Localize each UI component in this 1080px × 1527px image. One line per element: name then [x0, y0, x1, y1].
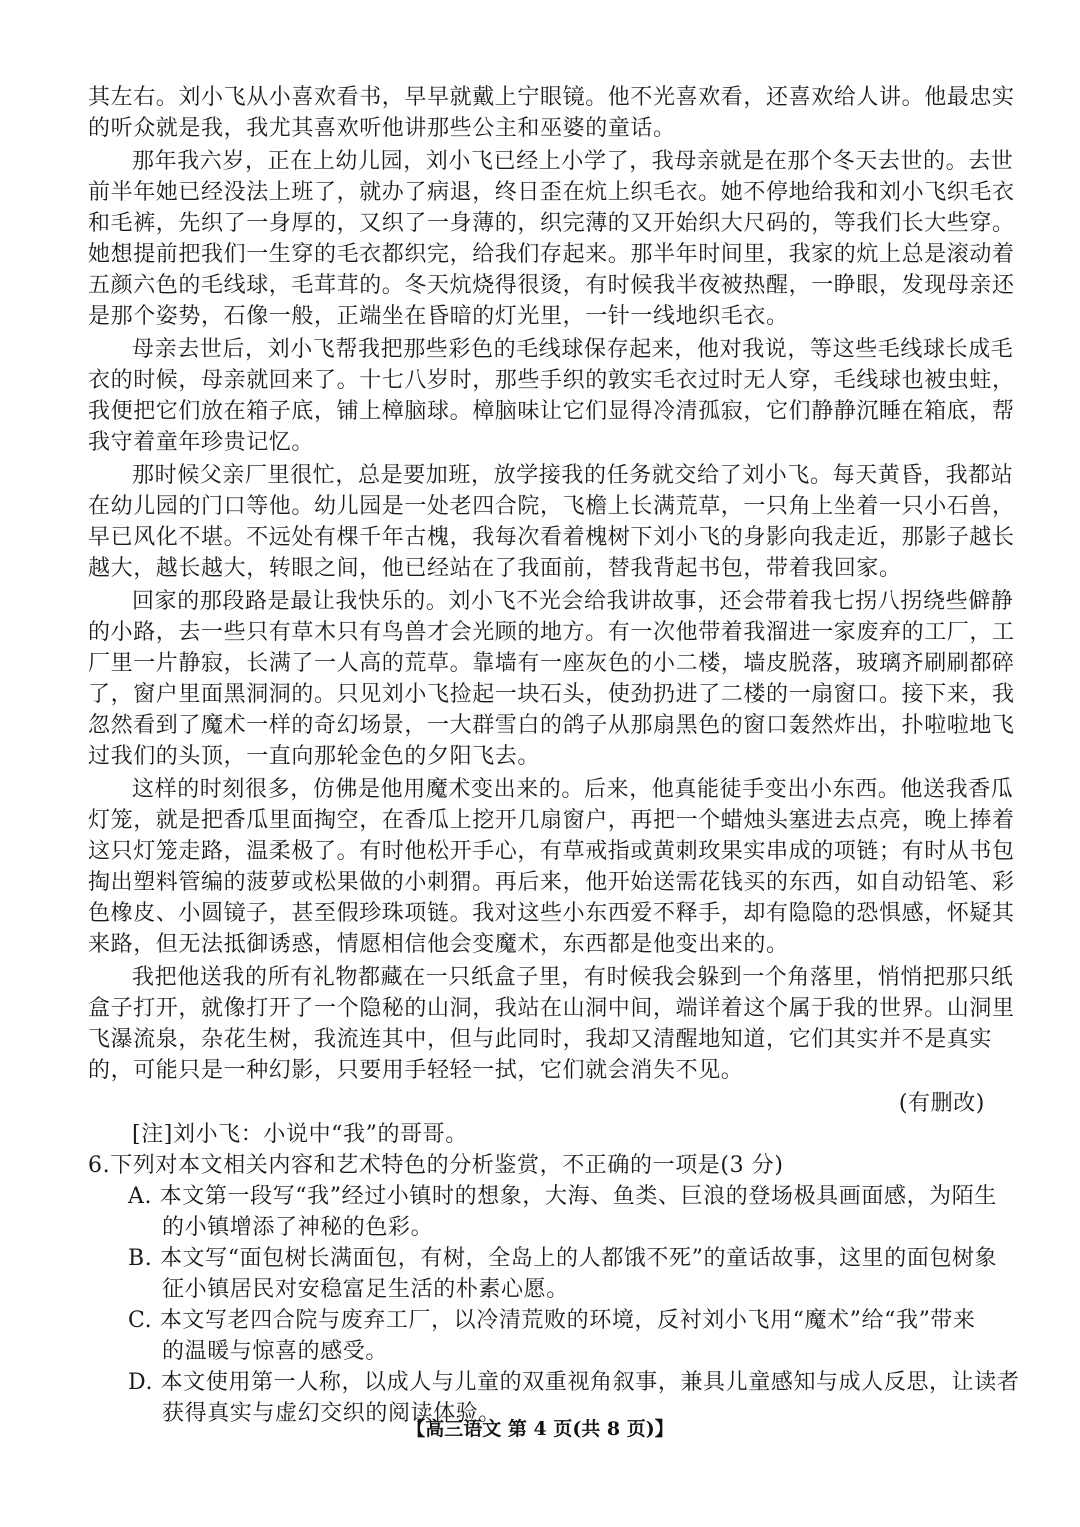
paragraph-2	[88, 146, 1015, 332]
text-line: 她想提前把我们一生穿的毛衣都织完，给我们存起来。那半年时间里，我家的炕上总是滚动着	[88, 242, 1015, 267]
text-line: 盒子打开，就像打开了一个隐秘的山洞，我站在山洞中间，端详着这个属于我的世界。山洞里	[88, 996, 1015, 1021]
text-line: 了，窗户里面黑洞洞的。只见刘小飞捡起一块石头，使劲扔进了二楼的一扇窗口。接下来，我	[88, 682, 1015, 707]
text-line: 越大，越长越大，转眼之间，他已经站在了我面前，替我背起书包，带着我回家。	[88, 556, 902, 581]
text-line: 母亲去世后，刘小飞帮我把那些彩色的毛线球保存起来，他对我说，等这些毛线球长成毛	[132, 337, 1014, 362]
text-line: 是那个姿势，石像一般，正端坐在昏暗的灯光里，一针一线地织毛衣。	[88, 304, 789, 329]
option-text: B. 本文写“面包树长满面包，有树，全岛上的人都饿不死”的童话故事，这里的面包树象	[128, 1246, 998, 1271]
text-line: 灯笼，就是把香瓜里面掏空，在香瓜上挖开几扇窗户，再把一个蜡烛头塞进去点亮，晚上捧着	[88, 808, 1015, 833]
text-line: 和毛裤，先织了一身厚的，又织了一身薄的，织完薄的又开始织大尺码的，等我们长大些穿。	[88, 211, 1015, 236]
text-line: 我守着童年珍贵记忆。	[88, 430, 315, 455]
text-line: 这样的时刻很多，仿佛是他用魔术变出来的。后来，他真能徒手变出小东西。他送我香瓜	[132, 777, 1014, 802]
text-line: 我把他送我的所有礼物都藏在一只纸盒子里，有时候我会躲到一个角落里，悄悄把那只纸	[132, 965, 1014, 990]
text-line: 色橡皮、小圆镜子，甚至假珍珠项链。我对这些小东西爱不释手，却有隐隐的恐惧感，怀疑其	[88, 901, 1015, 926]
text-line: 那年我六岁，正在上幼儿园，刘小飞已经上小学了，我母亲就是在那个冬天去世的。去世	[132, 149, 1014, 174]
option-b	[88, 1243, 998, 1305]
text-line: 我便把它们放在箱子底，铺上樟脑球。樟脑味让它们显得冷清孤寂，它们静静沉睡在箱底，帮	[88, 399, 1015, 424]
text-line: 早已风化不堪。不远处有棵千年古槐，我每次看着槐树下刘小飞的身影向我走近，那影子越长	[88, 525, 1015, 550]
text-line: 回家的那段路是最让我快乐的。刘小飞不光会给我讲故事，还会带着我七拐八拐绕些僻静	[132, 589, 1014, 614]
text-line: 前半年她已经没法上班了，就办了病退，终日歪在炕上织毛衣。她不停地给我和刘小飞织毛衣	[88, 180, 1015, 205]
text-line: 的，可能只是一种幻影，只要用手轻轻一拭，它们就会消失不见。	[88, 1058, 744, 1083]
option-text: 的温暖与惊喜的感受。	[162, 1339, 389, 1364]
exam-page	[88, 82, 1020, 1429]
text-line: 的小路，去一些只有草木只有鸟兽才会光顾的地方。有一次他带着我溜进一家废弃的工厂，工	[88, 620, 1015, 645]
paragraph-1	[88, 82, 1015, 144]
source-note: (有删改)	[898, 1091, 985, 1116]
question-title: 6.下列对本文相关内容和艺术特色的分析鉴赏，不正确的一项是(3 分)	[88, 1153, 784, 1178]
question-6	[88, 1150, 1020, 1429]
paragraph-3	[88, 334, 1015, 458]
option-text: 获得真实与虚幻交织的阅读体验。	[162, 1401, 502, 1426]
text-line: 飞瀑流泉，杂花生树，我流连其中，但与此同时，我却又清醒地知道，它们其实并不是真实	[88, 1027, 993, 1052]
text-line: 衣的时候，母亲就回来了。十七八岁时，那些手织的敦实毛衣过时无人穿，毛线球也被虫蛀，	[88, 368, 1015, 393]
option-text: A. 本文第一段写“我”经过小镇时的想象，大海、鱼类、巨浪的登场极具画面感，为陌生	[128, 1184, 997, 1209]
text-line: 过我们的头顶，一直向那轮金色的夕阳飞去。	[88, 744, 541, 769]
text-line: 五颜六色的毛线球，毛茸茸的。冬天炕烧得很烫，有时候我半夜被热醒，一睁眼，发现母亲还	[88, 273, 1015, 298]
text-line: 来路，但无法抵御诱惑，情愿相信他会变魔术，东西都是他变出来的。	[88, 932, 789, 957]
text-line: 在幼儿园的门口等他。幼儿园是一处老四合院，飞檐上长满荒草，一只角上坐着一只小石兽，	[88, 494, 1015, 519]
page-footer: 【高三语文 第 4 页(共 8 页)】	[406, 1418, 674, 1440]
text-line: 那时候父亲厂里很忙，总是要加班，放学接我的任务就交给了刘小飞。每天黄昏，我都站	[132, 463, 1014, 488]
paragraph-6	[88, 774, 1015, 960]
paragraph-7	[88, 962, 1015, 1086]
option-text: C. 本文写老四合院与废弃工厂，以冷清荒败的环境，反衬刘小飞用“魔术”给“我”带来	[128, 1308, 976, 1333]
option-text: 征小镇居民对安稳富足生活的朴素心愿。	[162, 1277, 569, 1302]
paragraph-4	[88, 460, 1015, 584]
option-c	[88, 1305, 993, 1367]
annotation-note: [注]刘小飞：小说中“我”的哥哥。	[132, 1122, 468, 1147]
text-line: 这只灯笼走路，温柔极了。有时他松开手心，有草戒指或黄刺玫果实串成的项链；有时从书包	[88, 839, 1015, 864]
text-line: 厂里一片静寂，长满了一人高的荒草。靠墙有一座灰色的小二楼，墙皮脱落，玻璃齐刷刷都碎	[88, 651, 1015, 676]
option-a	[88, 1181, 997, 1243]
option-text: D. 本文使用第一人称，以成人与儿童的双重视角叙事，兼具儿童感知与成人反思，让读者	[128, 1370, 1020, 1395]
text-line: 其左右。刘小飞从小喜欢看书，早早就戴上宁眼镜。他不光喜欢看，还喜欢给人讲。他最忠实	[88, 85, 1015, 110]
text-line: 忽然看到了魔术一样的奇幻场景，一大群雪白的鸽子从那扇黑色的窗口轰然炸出，扑啦啦地飞	[88, 713, 1015, 738]
option-text: 的小镇增添了神秘的色彩。	[162, 1215, 434, 1240]
text-line: 的听众就是我，我尤其喜欢听他讲那些公主和巫婆的童话。	[88, 116, 676, 141]
text-line: 掏出塑料管编的菠萝或松果做的小刺猬。再后来，他开始送需花钱买的东西，如自动铅笔、彩	[88, 870, 1015, 895]
paragraph-5	[88, 586, 1015, 772]
